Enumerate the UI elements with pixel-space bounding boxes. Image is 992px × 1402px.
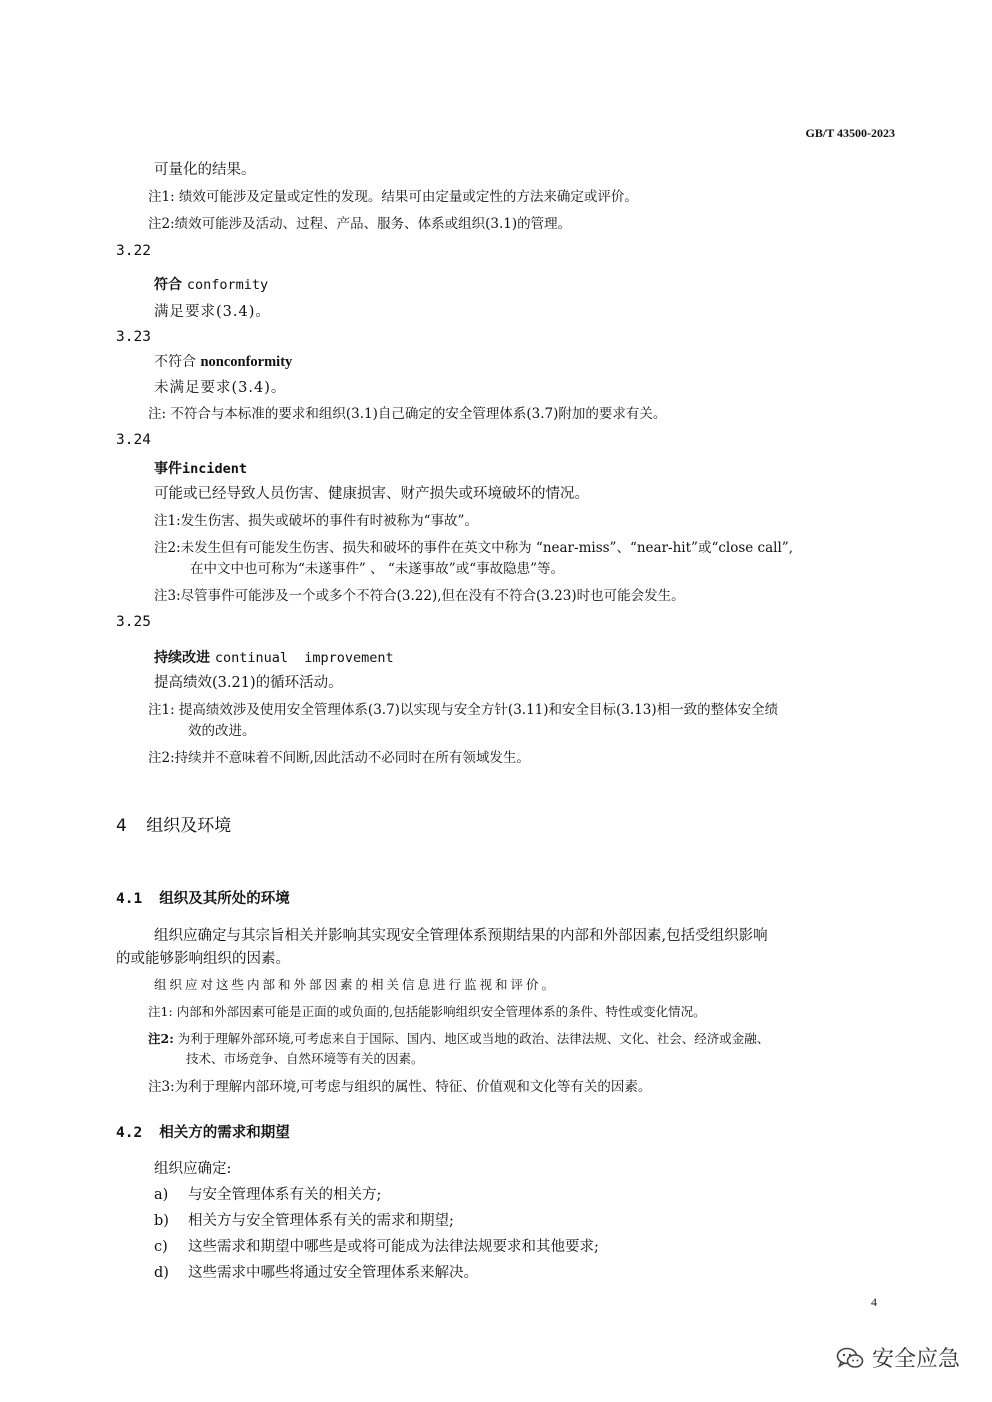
- term-en: incident: [182, 461, 248, 477]
- term-incident: [154, 458, 247, 478]
- term-zh: 事件: [154, 461, 182, 477]
- list-item: [154, 1211, 454, 1231]
- context-note-2-cont: 技术、市场竞争、自然环境等有关的因素。: [186, 1051, 424, 1066]
- section-number: 4.1: [116, 891, 143, 907]
- list-label: d): [154, 1265, 169, 1281]
- continual-improvement-note-2: 注2:持续并不意味着不间断,因此活动不必同时在所有领域发生。: [148, 750, 530, 766]
- continual-improvement-note-1: 注1: 提高绩效涉及使用安全管理体系(3.7)以实现与安全方针(3.11)和安全目标(3.13)相一致的整体安全绩: [148, 702, 779, 718]
- term-en: continual improvement: [214, 650, 394, 666]
- wechat-icon: [836, 1346, 864, 1370]
- context-monitoring-paragraph: 组织应对这些内部和外部因素的相关信息进行监视和评价。: [154, 977, 558, 992]
- list-text: 这些需求和期望中哪些是或将可能成为法律法规要求和其他要求;: [188, 1239, 599, 1255]
- performance-note-1: 注1: 绩效可能涉及定量或定性的发现。结果可由定量或定性的方法来确定或评价。: [148, 189, 638, 205]
- term-nonconformity: [154, 351, 292, 371]
- list-item: [154, 1185, 381, 1205]
- watermark-text: 安全应急: [871, 1347, 960, 1372]
- context-paragraph-cont: 的或能够影响组织的因素。: [116, 951, 290, 967]
- section-title: 相关方的需求和期望: [159, 1125, 290, 1141]
- incident-note-2-cont: 在中文中也可称为“未遂事件” 、 “未遂事故”或“事故隐患”等。: [190, 561, 564, 577]
- list-label: b): [154, 1213, 169, 1229]
- term-zh: 符合: [154, 277, 182, 293]
- term-zh: 不符合: [154, 354, 196, 370]
- watermark: [836, 1342, 960, 1373]
- note-text: 为利于理解外部环境,可考虑来自于国际、国内、地区或当地的政治、法律法规、文化、社会、经济或金融、: [177, 1031, 770, 1046]
- section-heading-4-1: [116, 887, 290, 908]
- incident-note-1: 注1:发生伤害、损失或破坏的事件有时被称为“事故”。: [154, 513, 478, 529]
- incident-note-2: 注2:未发生但有可能发生伤害、损失和破坏的事件在英文中称为 “near-miss”、“near-hit”或“close call”,: [154, 540, 793, 556]
- clause-number-3-24: 3.24: [116, 432, 151, 448]
- list-label: c): [154, 1239, 168, 1255]
- list-item: [154, 1237, 599, 1257]
- section-title: 组织及其所处的环境: [159, 891, 290, 907]
- term-en: nonconformity: [200, 354, 293, 370]
- nonconformity-note: 注: 不符合与本标准的要求和组织(3.1)自己确定的安全管理体系(3.7)附加的要求有关。: [148, 406, 667, 422]
- clause-number-3-25: 3.25: [116, 614, 151, 630]
- conformity-definition: 满足要求(3.4)。: [154, 304, 271, 320]
- list-item: [154, 1263, 478, 1283]
- nonconformity-definition: 未满足要求(3.4)。: [154, 380, 287, 396]
- list-text: 与安全管理体系有关的相关方;: [188, 1187, 382, 1203]
- performance-note-2: 注2:绩效可能涉及活动、过程、产品、服务、体系或组织(3.1)的管理。: [148, 216, 572, 232]
- context-paragraph: 组织应确定与其宗旨相关并影响其实现安全管理体系预期结果的内部和外部因素,包括受组织影响: [154, 928, 768, 944]
- clause-number-3-23: 3.23: [116, 329, 151, 345]
- term-continual-improvement: [154, 647, 394, 667]
- list-text: 这些需求中哪些将通过安全管理体系来解决。: [188, 1265, 478, 1281]
- continual-improvement-note-1-cont: 效的改进。: [188, 723, 256, 739]
- term-zh: 持续改进: [154, 650, 210, 666]
- standard-number: GB/T 43500-2023: [805, 126, 895, 140]
- term-conformity: [154, 274, 268, 294]
- chapter-title: 组织及环境: [146, 816, 232, 836]
- page-number: 4: [871, 1295, 877, 1309]
- chapter-heading: [116, 811, 231, 836]
- continual-improvement-definition: 提高绩效(3.21)的循环活动。: [154, 675, 343, 691]
- section-heading-4-2: [116, 1121, 290, 1142]
- list-text: 相关方与安全管理体系有关的需求和期望;: [188, 1213, 454, 1229]
- incident-note-3: 注3:尽管事件可能涉及一个或多个不符合(3.22),但在没有不符合(3.23)时也可能会发生。: [154, 588, 685, 604]
- section-number: 4.2: [116, 1125, 143, 1141]
- note-label: 注2:: [148, 1031, 174, 1046]
- term-en: conformity: [186, 277, 269, 293]
- list-label: a): [154, 1187, 169, 1203]
- incident-definition: 可能或已经导致人员伤害、健康损害、财产损失或环境破坏的情况。: [154, 486, 589, 502]
- context-note-3: 注3:为利于理解内部环境,可考虑与组织的属性、特征、价值观和文化等有关的因素。: [148, 1079, 652, 1095]
- clause-number-3-22: 3.22: [116, 243, 151, 259]
- chapter-number: 4: [116, 816, 127, 836]
- context-note-1: 注1: 内部和外部因素可能是正面的或负面的,包括能影响组织安全管理体系的条件、特性或变化情况。: [148, 1004, 706, 1019]
- performance-definition-tail: 可量化的结果。: [154, 162, 256, 178]
- interested-parties-intro: 组织应确定:: [154, 1161, 232, 1177]
- context-note-2: [148, 1029, 769, 1049]
